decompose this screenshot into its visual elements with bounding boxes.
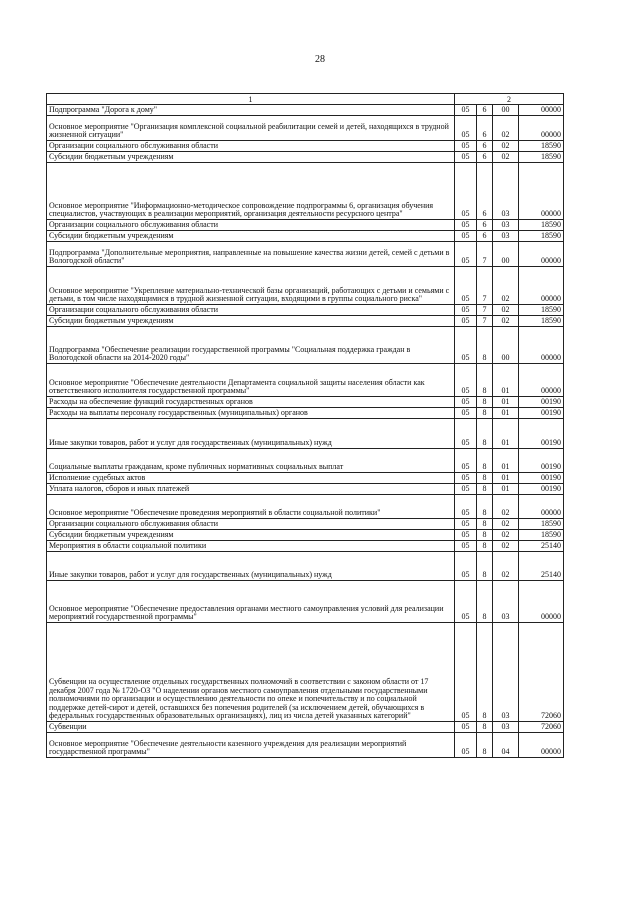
- row-code-section: 05: [455, 152, 477, 163]
- row-description: Иные закупки товаров, работ и услуг для государственных (муниципальных) нужд: [47, 552, 455, 581]
- row-code-section: 05: [455, 267, 477, 305]
- row-code-activity: 02: [493, 267, 519, 305]
- row-code-activity: 02: [493, 541, 519, 552]
- row-code-direction: 18590: [519, 220, 564, 231]
- table-row: [47, 449, 564, 473]
- table-row: [47, 473, 564, 484]
- table-row: [47, 231, 564, 242]
- table-row: [47, 105, 564, 116]
- row-code-subprogram: 8: [477, 473, 493, 484]
- table-row: [47, 163, 564, 220]
- row-code-direction: 00000: [519, 267, 564, 305]
- row-code-subprogram: 7: [477, 267, 493, 305]
- row-code-direction: 18590: [519, 519, 564, 530]
- row-code-direction: 72060: [519, 722, 564, 733]
- row-code-direction: 00000: [519, 105, 564, 116]
- row-description: Основное мероприятие "Информационно-методическое сопровождение подпрограммы 6, организация обучения специалистов, участвующих в реализации мероприятий, организация деятельности ресурсного центра": [47, 163, 455, 220]
- row-description: Основное мероприятие "Обеспечение предоставления органами местного самоуправления условий для реализации мероприятий государственной программы": [47, 581, 455, 623]
- row-code-subprogram: 8: [477, 733, 493, 758]
- table-row: [47, 408, 564, 419]
- header-col-1: 1: [47, 94, 455, 105]
- row-code-section: 05: [455, 220, 477, 231]
- row-code-section: 05: [455, 530, 477, 541]
- row-description: Расходы на выплаты персоналу государственных (муниципальных) органов: [47, 408, 455, 419]
- row-code-subprogram: 8: [477, 581, 493, 623]
- table-row: [47, 141, 564, 152]
- row-code-subprogram: 8: [477, 419, 493, 449]
- row-code-subprogram: 8: [477, 552, 493, 581]
- row-code-direction: 72060: [519, 623, 564, 722]
- row-code-subprogram: 7: [477, 316, 493, 327]
- row-code-activity: 03: [493, 220, 519, 231]
- row-code-section: 05: [455, 316, 477, 327]
- row-description: Организации социального обслуживания области: [47, 220, 455, 231]
- row-code-section: 05: [455, 419, 477, 449]
- row-description: Основное мероприятие "Организация комплексной социальной реабилитации семей и детей, находящихся в трудной жизненной ситуации": [47, 116, 455, 141]
- row-description: Субвенции на осуществление отдельных государственных полномочий в соответствии с законом области от 17 декабря 2007 года № 1720-ОЗ "О наделении органов местного самоуправления отдельными государственными полномочиями по организации и осуществлению деятельности по опеке и попечительству и по социальной поддержке детей-сирот и детей, оставшихся без попечения родителей (за исключением детей, обучающихся в федеральных государственных образовательных организациях), лиц из числа детей указанных категорий": [47, 623, 455, 722]
- row-code-subprogram: 6: [477, 141, 493, 152]
- table-row: [47, 364, 564, 397]
- row-code-direction: 00000: [519, 364, 564, 397]
- row-code-direction: 00190: [519, 484, 564, 495]
- row-code-activity: 03: [493, 581, 519, 623]
- table-row: [47, 397, 564, 408]
- table-row: [47, 305, 564, 316]
- table-row: [47, 267, 564, 305]
- row-code-subprogram: 8: [477, 484, 493, 495]
- row-code-direction: 00000: [519, 242, 564, 267]
- table-header-row: [47, 94, 564, 105]
- row-code-section: 05: [455, 495, 477, 519]
- row-code-subprogram: 6: [477, 116, 493, 141]
- row-code-section: 05: [455, 408, 477, 419]
- row-description: Субсидии бюджетным учреждениям: [47, 530, 455, 541]
- row-code-direction: 00190: [519, 473, 564, 484]
- table-row: [47, 484, 564, 495]
- table-row: [47, 733, 564, 758]
- row-code-subprogram: 8: [477, 408, 493, 419]
- row-code-direction: 18590: [519, 141, 564, 152]
- row-code-direction: 18590: [519, 305, 564, 316]
- row-code-subprogram: 8: [477, 397, 493, 408]
- row-code-subprogram: 7: [477, 305, 493, 316]
- row-description: Социальные выплаты гражданам, кроме публичных нормативных социальных выплат: [47, 449, 455, 473]
- row-code-section: 05: [455, 449, 477, 473]
- page-number: 28: [315, 54, 325, 65]
- row-code-subprogram: 8: [477, 541, 493, 552]
- row-description: Исполнение судебных актов: [47, 473, 455, 484]
- row-code-activity: 03: [493, 623, 519, 722]
- row-description: Субсидии бюджетным учреждениям: [47, 152, 455, 163]
- row-description: Мероприятия в области социальной политики: [47, 541, 455, 552]
- table-row: [47, 541, 564, 552]
- row-code-section: 05: [455, 519, 477, 530]
- row-code-section: 05: [455, 473, 477, 484]
- row-code-activity: 02: [493, 519, 519, 530]
- row-code-activity: 03: [493, 163, 519, 220]
- row-code-activity: 01: [493, 364, 519, 397]
- table-row: [47, 316, 564, 327]
- row-code-activity: 02: [493, 316, 519, 327]
- row-code-activity: 01: [493, 484, 519, 495]
- row-code-direction: 18590: [519, 231, 564, 242]
- row-code-activity: 02: [493, 552, 519, 581]
- row-description: Организации социального обслуживания области: [47, 519, 455, 530]
- table-row: [47, 552, 564, 581]
- table-row: [47, 722, 564, 733]
- row-code-subprogram: 6: [477, 220, 493, 231]
- header-col-2: 2: [455, 94, 564, 105]
- row-code-activity: 02: [493, 305, 519, 316]
- row-description: Организации социального обслуживания области: [47, 305, 455, 316]
- budget-table: [46, 93, 564, 758]
- row-code-direction: 00000: [519, 163, 564, 220]
- row-description: Организации социального обслуживания области: [47, 141, 455, 152]
- row-code-direction: 00000: [519, 116, 564, 141]
- table-body: [47, 105, 564, 758]
- row-code-subprogram: 6: [477, 105, 493, 116]
- row-code-activity: 01: [493, 473, 519, 484]
- row-code-subprogram: 8: [477, 623, 493, 722]
- row-code-subprogram: 8: [477, 449, 493, 473]
- row-code-direction: 00190: [519, 408, 564, 419]
- row-code-section: 05: [455, 397, 477, 408]
- row-code-activity: 01: [493, 408, 519, 419]
- row-description: Иные закупки товаров, работ и услуг для государственных (муниципальных) нужд: [47, 419, 455, 449]
- row-code-section: 05: [455, 722, 477, 733]
- row-code-activity: 00: [493, 242, 519, 267]
- row-code-section: 05: [455, 484, 477, 495]
- row-code-direction: 18590: [519, 152, 564, 163]
- row-code-subprogram: 8: [477, 519, 493, 530]
- row-code-subprogram: 6: [477, 231, 493, 242]
- table-row: [47, 327, 564, 364]
- row-code-activity: 02: [493, 116, 519, 141]
- row-code-direction: 00190: [519, 419, 564, 449]
- row-code-section: 05: [455, 327, 477, 364]
- row-description: Субсидии бюджетным учреждениям: [47, 316, 455, 327]
- row-code-direction: 00190: [519, 449, 564, 473]
- row-code-activity: 02: [493, 141, 519, 152]
- row-code-direction: 00190: [519, 397, 564, 408]
- table-row: [47, 152, 564, 163]
- row-code-subprogram: 8: [477, 722, 493, 733]
- row-code-direction: 00000: [519, 327, 564, 364]
- row-code-subprogram: 6: [477, 152, 493, 163]
- row-description: Основное мероприятие "Обеспечение деятельности казенного учреждения для реализации мероприятий государственной программы": [47, 733, 455, 758]
- row-code-section: 05: [455, 581, 477, 623]
- row-code-activity: 02: [493, 530, 519, 541]
- row-code-activity: 04: [493, 733, 519, 758]
- row-code-activity: 00: [493, 105, 519, 116]
- row-description: Основное мероприятие "Обеспечение проведения мероприятий в области социальной политики": [47, 495, 455, 519]
- row-code-section: 05: [455, 231, 477, 242]
- row-code-subprogram: 8: [477, 530, 493, 541]
- row-code-section: 05: [455, 305, 477, 316]
- row-description: Основное мероприятие "Обеспечение деятельности Департамента социальной защиты населения области как ответственного исполнителя государственной программы": [47, 364, 455, 397]
- row-code-section: 05: [455, 116, 477, 141]
- row-code-subprogram: 7: [477, 242, 493, 267]
- row-code-activity: 00: [493, 327, 519, 364]
- table-row: [47, 220, 564, 231]
- row-code-direction: 00000: [519, 581, 564, 623]
- row-code-activity: 02: [493, 152, 519, 163]
- row-code-activity: 01: [493, 397, 519, 408]
- row-code-activity: 02: [493, 495, 519, 519]
- row-code-activity: 01: [493, 449, 519, 473]
- row-code-activity: 03: [493, 231, 519, 242]
- row-code-direction: 00000: [519, 733, 564, 758]
- row-code-direction: 25140: [519, 541, 564, 552]
- row-code-direction: 00000: [519, 495, 564, 519]
- table-row: [47, 495, 564, 519]
- row-code-subprogram: 8: [477, 364, 493, 397]
- row-code-section: 05: [455, 105, 477, 116]
- row-description: Основное мероприятие "Укрепление материально-технической базы организаций, работающих с детьми и семьями с детьми, в том числе находящимися в трудной жизненной ситуации, входящими в группы социального риска": [47, 267, 455, 305]
- row-code-activity: 03: [493, 722, 519, 733]
- row-code-direction: 18590: [519, 530, 564, 541]
- table-row: [47, 623, 564, 722]
- row-code-subprogram: 6: [477, 163, 493, 220]
- row-description: Субсидии бюджетным учреждениям: [47, 231, 455, 242]
- row-code-direction: 18590: [519, 316, 564, 327]
- table-row: [47, 419, 564, 449]
- row-code-section: 05: [455, 364, 477, 397]
- row-description: Уплата налогов, сборов и иных платежей: [47, 484, 455, 495]
- table-row: [47, 519, 564, 530]
- table-row: [47, 581, 564, 623]
- row-description: Расходы на обеспечение функций государственных органов: [47, 397, 455, 408]
- row-code-section: 05: [455, 163, 477, 220]
- row-code-section: 05: [455, 141, 477, 152]
- row-code-direction: 25140: [519, 552, 564, 581]
- row-description: Подпрограмма "Обеспечение реализации государственной программы "Социальная поддержка граждан в Вологодской области на 2014-2020 годы": [47, 327, 455, 364]
- row-code-subprogram: 8: [477, 327, 493, 364]
- row-code-activity: 01: [493, 419, 519, 449]
- row-code-section: 05: [455, 552, 477, 581]
- row-code-subprogram: 8: [477, 495, 493, 519]
- row-description: Подпрограмма "Дорога к дому": [47, 105, 455, 116]
- row-description: Подпрограмма "Дополнительные мероприятия, направленные на повышение качества жизни детей, семей с детьми в Вологодской области": [47, 242, 455, 267]
- row-code-section: 05: [455, 242, 477, 267]
- table-row: [47, 116, 564, 141]
- row-code-section: 05: [455, 623, 477, 722]
- row-code-section: 05: [455, 733, 477, 758]
- row-code-section: 05: [455, 541, 477, 552]
- table-row: [47, 530, 564, 541]
- row-description: Субвенции: [47, 722, 455, 733]
- table-row: [47, 242, 564, 267]
